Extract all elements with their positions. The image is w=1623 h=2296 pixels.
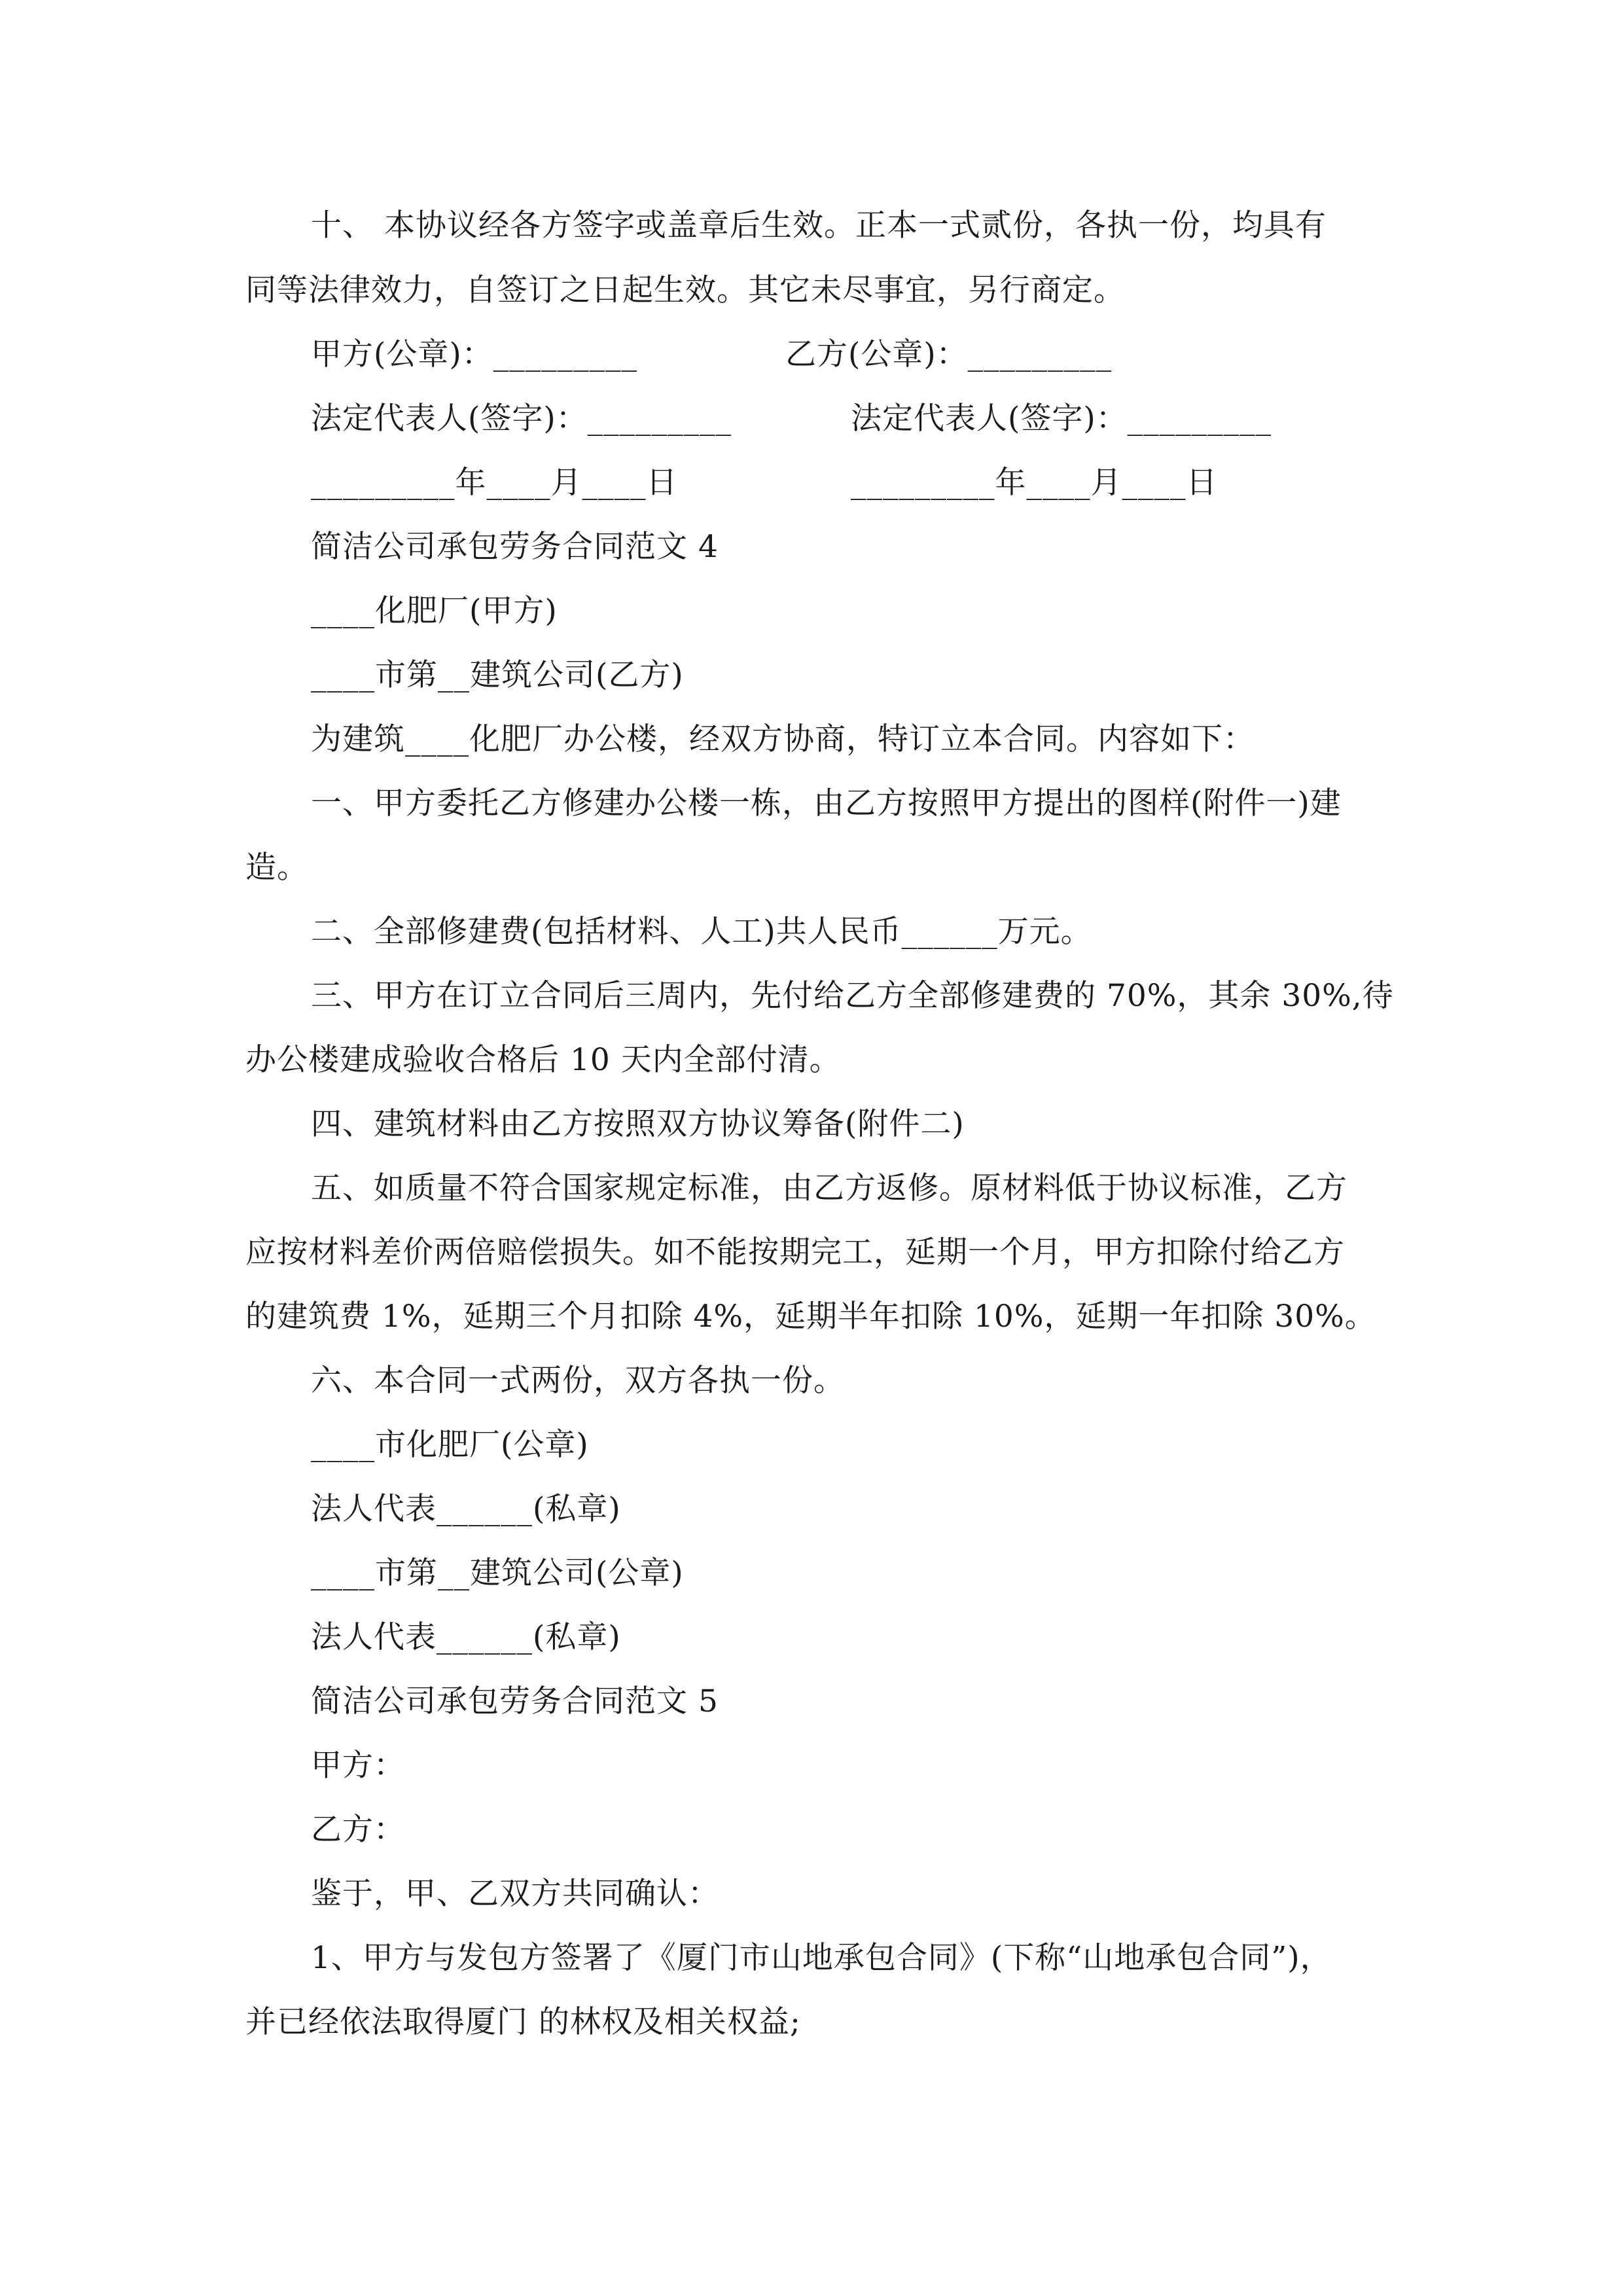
paragraph-line: 造。 [245, 850, 308, 886]
paragraph-line: 的建筑费 1%，延期三个月扣除 4%，延期半年扣除 10%，延期一年扣除 30%。 [245, 1299, 1376, 1335]
signature-line: ____市化肥厂(公章) [311, 1427, 589, 1463]
paragraph-line: 六、本合同一式两份，双方各执一份。 [311, 1363, 845, 1399]
paragraph-line: 办公楼建成验收合格后 10 天内全部付清。 [245, 1042, 841, 1078]
paragraph-line: 四、建筑材料由乙方按照双方协议筹备(附件二) [311, 1106, 965, 1142]
signature-line: 法人代表______(私章) [311, 1491, 621, 1527]
paragraph-line: 应按材料差价两倍赔偿损失。如不能按期完工，延期一个月，甲方扣除付给乙方 [245, 1234, 1345, 1270]
signature-party-a-seal: 甲方(公章)：_________ [311, 336, 638, 372]
party-b-line: ____市第__建筑公司(乙方) [311, 657, 684, 693]
paragraph-line: 十、 本协议经各方签字或盖章后生效。正本一式贰份，各执一份，均具有 [311, 207, 1327, 243]
signature-party-b-rep: 法定代表人(签字)：_________ [851, 401, 1272, 437]
section-title: 简洁公司承包劳务合同范文 5 [311, 1683, 719, 1719]
signature-line: ____市第__建筑公司(公章) [311, 1555, 684, 1591]
section-title: 简洁公司承包劳务合同范文 4 [311, 529, 719, 565]
paragraph-line: 三、甲方在订立合同后三周内，先付给乙方全部修建费的 70%，其余 30%,待 [311, 978, 1394, 1014]
party-b-line: 乙方： [311, 1812, 405, 1848]
paragraph-line: 二、全部修建费(包括材料、人工)共人民币______万元。 [311, 914, 1092, 950]
paragraph-line: 五、如质量不符合国家规定标准，由乙方返修。原材料低于协议标准，乙方 [311, 1170, 1347, 1206]
signature-line: 法人代表______(私章) [311, 1619, 621, 1655]
paragraph-line: 并已经依法取得厦门 的林权及相关权益; [245, 2004, 801, 2040]
signature-party-b-seal: 乙方(公章)：_________ [785, 336, 1113, 372]
party-a-line: 甲方： [311, 1748, 405, 1784]
party-a-line: ____化肥厂(甲方) [311, 593, 558, 629]
paragraph-line: 同等法律效力，自签订之日起生效。其它未尽事宜，另行商定。 [245, 272, 1125, 308]
paragraph-line: 鉴于，甲、乙双方共同确认： [311, 1876, 719, 1912]
paragraph-line: 为建筑____化肥厂办公楼，经双方协商，特订立本合同。内容如下： [311, 721, 1255, 757]
signature-party-b-date: _________年____月____日 [851, 465, 1218, 501]
paragraph-line: 1、甲方与发包方签署了《厦门市山地承包合同》(下称“山地承包合同”)， [311, 1940, 1332, 1976]
signature-party-a-rep: 法定代表人(签字)：_________ [311, 401, 732, 437]
paragraph-line: 一、甲方委托乙方修建办公楼一栋，由乙方按照甲方提出的图样(附件一)建 [311, 785, 1342, 821]
signature-party-a-date: _________年____月____日 [311, 465, 678, 501]
